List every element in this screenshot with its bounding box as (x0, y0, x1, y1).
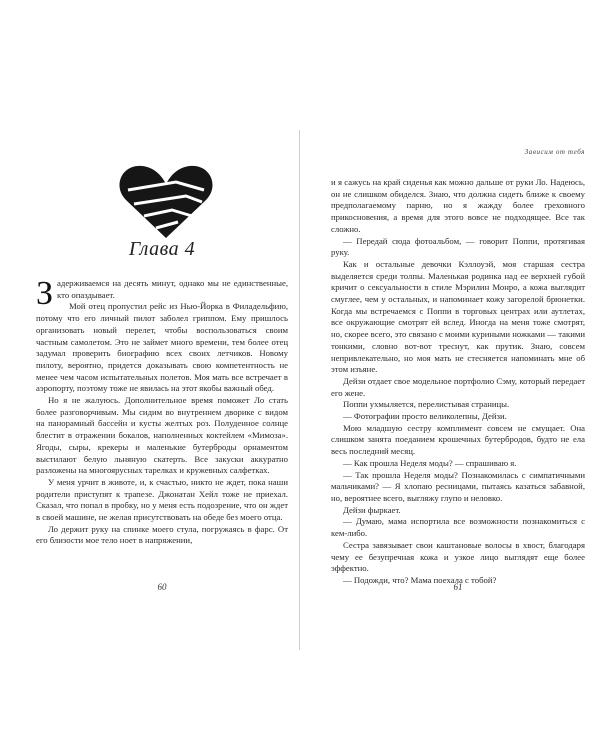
right-page (331, 0, 585, 750)
left-body-text (36, 275, 288, 547)
chapter-title: Глава 4 (128, 238, 196, 260)
paragraph: — Думаю, мама испортила все возможности познакомиться с кем-либо. (331, 516, 585, 539)
page-gutter (299, 130, 300, 650)
paragraph: У меня урчит в животе, и, к счастью, никто не ждет, пока наши родители приступят к трапезе. Джонатан Хейл тоже не приехал. Сказал, что попал в пробку, но у меня есть подозрение, что он ждет в своей машине, не желая присутствовать на обеде без моего отца. (36, 476, 288, 523)
page-number: 60 (157, 582, 167, 592)
paragraph: — Фотографии просто великолепны, Дейзи. (343, 411, 507, 422)
paragraph: Мою младшую сестру комплимент совсем не смущает. Она слишком занята поеданием крошечных бутербродов, будто не ела весь последний месяц. (331, 422, 585, 457)
paragraph: Но я не жалуюсь. Дополнительное время поможет Ло стать более разговорчивым. Мы сидим во внутреннем дворике с видом на панорамный бассейн и кусты желтых роз. Полуденное солнце блестит в отражении бокалов, наполненных коктейлем «Мимоза». Ягоды, сыры, крекеры и маленькие бутерброды орнаментом выстилают белую льняную скатерть. Все закуски аккуратно разложены на многоярусных тарелках и кружевных салфетках. (36, 395, 288, 476)
paragraph: Сестра завязывает свои каштановые волосы в хвост, благодаря чему ее безупречная кожа и узкое лицо выглядят еще более эффектно. (331, 539, 585, 574)
page-number: 61 (453, 582, 463, 592)
paragraph: Мой отец пропустил рейс из Нью-Йорка в Филадельфию, потому что его личный пилот заболел гриппом. Ему пришлось организовать новый перелет, чтобы воспользоваться своим частным самолетом. Это не займет много времени, тем более отец задумал проверить биографию всех своих летчиков. Новому пилоту, вероятно, придется доказывать свою компетентность не менее чем часом испытательных полетов. Моя мать все встречает в аэропорту, поэтому тоже не явилась на этот якобы важный обед. (36, 301, 288, 394)
paragraph: и я сажусь на край сиденья как можно дальше от руки Ло. Надеюсь, он не слишком обиделся. Знаю, что должна сидеть ближе к своему предполагаемому парню, но я жажду более греховного прикосновения, а время для этого вовсе не подходящее. Все так сложно. (331, 177, 585, 234)
broken-heart-icon (116, 160, 216, 240)
paragraph: — Так прошла Неделя моды? Познакомилась с симпатичными мальчиками? — Я хлопаю ресницами, пытаясь казаться забавной, но, вероятнее всего, выгляжу глупо и неловко. (331, 469, 585, 503)
paragraph: Поппи ухмыляется, перелистывая страницы. (343, 399, 510, 410)
left-page (36, 0, 288, 750)
paragraph: — Как прошла Неделя моды? — спрашиваю я. (343, 457, 517, 468)
paragraph: Как и остальные девочки Кэллоуэй, моя старшая сестра выделяется среди толпы. Маленькая родинка над ее верхней губой кричит о сексуальности в стиле Мэрилин Монро, а кожа выглядит смуглее, чем у остальных, и напоминает кожу загорелой брюнетки. Когда мы встречаемся с Поппи в торговых центрах или аутлетах, все окружающие смотрят ей вслед. Иногда на меня тоже смотрят, но, скорее всего, это связано с моими куриными ножками — такими тонкими, словно вот-вот треснут, как прутик. Знаю, совсем непривлекательно, но моя мать не стесняется напоминать мне об этом изъяне. (331, 258, 585, 375)
paragraph: — Передай сюда фотоальбом, — говорит Поппи, протягивая руку. (331, 235, 585, 258)
right-body-text (331, 177, 585, 587)
paragraph: Задерживаемся на десять минут, однако мы не единственные, кто опаздывает. (36, 275, 288, 312)
paragraph: Дейзи отдает свое модельное портфолио Сэму, который передает его жене. (331, 375, 585, 398)
paragraph: Ло держит руку на спинке моего стула, погружаясь в фарс. От его близости мое тело ноет в напряжении, (36, 523, 288, 546)
paragraph: Дейзи фыркает. (343, 504, 401, 515)
paragraph: — Подожди, что? Мама поехала с тобой? (343, 574, 497, 585)
running-head: Зависим от тебя (524, 148, 585, 156)
drop-cap: З (36, 275, 54, 312)
